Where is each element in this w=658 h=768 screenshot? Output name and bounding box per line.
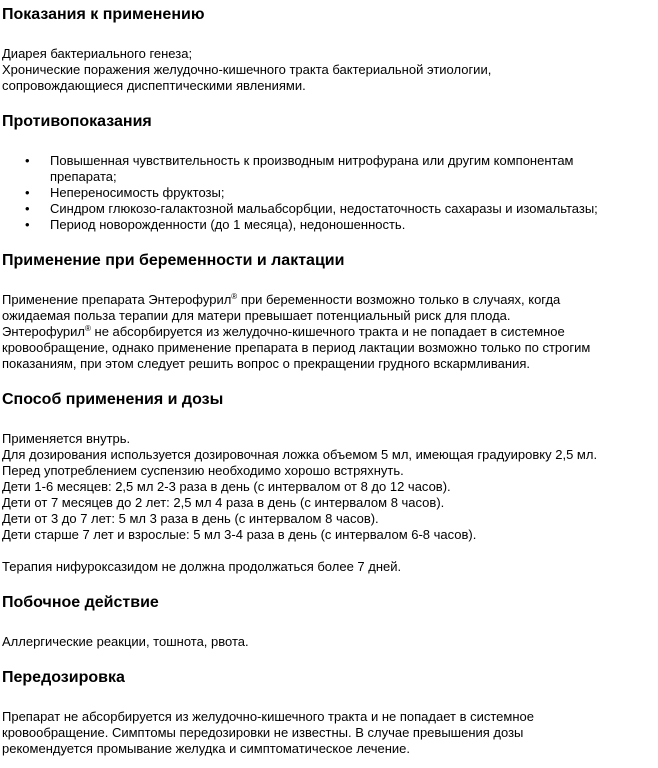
pregnancy-text [2, 292, 656, 372]
dosage-text [2, 431, 656, 543]
text-line: показаниям, при этом следует решить вопрос о прекращении грудного вскармливания. [2, 356, 530, 371]
list-item [2, 153, 656, 185]
section-title-contraindications: Противопоказания [2, 113, 152, 130]
list-item [2, 185, 656, 201]
indications-text [2, 46, 656, 94]
text-line: Дети от 3 до 7 лет: 5 мл 3 раза в день (с интервалом 8 часов). [2, 511, 379, 526]
list-item-text: препарата; [50, 169, 117, 184]
registered-mark: ® [231, 292, 238, 301]
section-title-indications: Показания к применению [2, 6, 205, 23]
section-side-effects [2, 593, 656, 650]
contraindications-list [2, 153, 656, 233]
registered-mark: ® [85, 324, 91, 333]
text-line: рекомендуется промывание желудка и симптоматическое лечение. [2, 741, 410, 756]
section-overdose [2, 668, 656, 757]
text-line: Для дозирования используется дозировочная ложка объемом 5 мл, имеющая градуировку 2,5 мл. [2, 447, 598, 462]
text-line: ожидаемая польза терапии для матери превышает потенциальный риск для плода. [2, 308, 511, 323]
section-title-side-effects: Побочное действие [2, 594, 159, 611]
list-item-text: • Период новорожденности (до 1 месяца), недоношенность. [50, 217, 406, 232]
text-fragment: Применение препарата Энтерофурил [2, 292, 232, 307]
text-line: Терапия нифуроксазидом не должна продолжаться более 7 дней. [2, 559, 402, 574]
text-line: Дети 1-6 месяцев: 2,5 мл 2-3 раза в день (с интервалом от 8 до 12 часов). [2, 479, 451, 494]
section-indications [2, 5, 656, 94]
text-line: сопровождающиеся диспептическими явлениями. [2, 78, 306, 93]
section-title-pregnancy: Применение при беременности и лактации [2, 252, 345, 269]
side-effects-text [2, 634, 656, 650]
text-fragment: не абсорбируется из желудочно-кишечного тракта и не попадает в системное [90, 324, 565, 339]
dosage-note [2, 559, 656, 575]
text-line [2, 292, 656, 308]
text-fragment: при беременности возможно только в случаях, когда [237, 292, 561, 307]
section-contraindications [2, 112, 656, 233]
list-item-text: • Непереносимость фруктозы; [50, 185, 225, 200]
section-title-dosage: Способ применения и дозы [2, 391, 224, 408]
text-line [2, 324, 656, 340]
list-item [2, 217, 656, 233]
text-line: Дети старше 7 лет и взрослые: 5 мл 3-4 раза в день (с интервалом 6-8 часов). [2, 527, 477, 542]
text-line: Диарея бактериального генеза; [2, 46, 193, 61]
text-line: кровообращение, однако применение препарата в период лактации возможно только по строгим [2, 340, 591, 355]
text-line: Аллергические реакции, тошнота, рвота. [2, 634, 249, 649]
section-pregnancy [2, 251, 656, 372]
text-line: Применяется внутрь. [2, 431, 131, 446]
list-item-text: • Повышенная чувствительность к производным нитрофурана или другим компонентам [50, 153, 574, 168]
text-fragment: Энтерофурил [2, 324, 86, 339]
list-item [2, 201, 656, 217]
text-line: Дети от 7 месяцев до 2 лет: 2,5 мл 4 раза в день (с интервалом 8 часов). [2, 495, 445, 510]
text-line: Перед употреблением суспензию необходимо хорошо встряхнуть. [2, 463, 404, 478]
overdose-text [2, 709, 656, 757]
text-line: Препарат не абсорбируется из желудочно-кишечного тракта и не попадает в системное [2, 709, 534, 724]
section-dosage [2, 390, 656, 575]
list-item-text: • Синдром глюкозо-галактозной мальабсорбции, недостаточность сахаразы и изомальтазы; [50, 201, 598, 216]
text-line: кровообращение. Симптомы передозировки не известны. В случае превышения дозы [2, 725, 524, 740]
text-line: Хронические поражения желудочно-кишечного тракта бактериальной этиологии, [2, 62, 492, 77]
section-title-overdose: Передозировка [2, 669, 125, 686]
